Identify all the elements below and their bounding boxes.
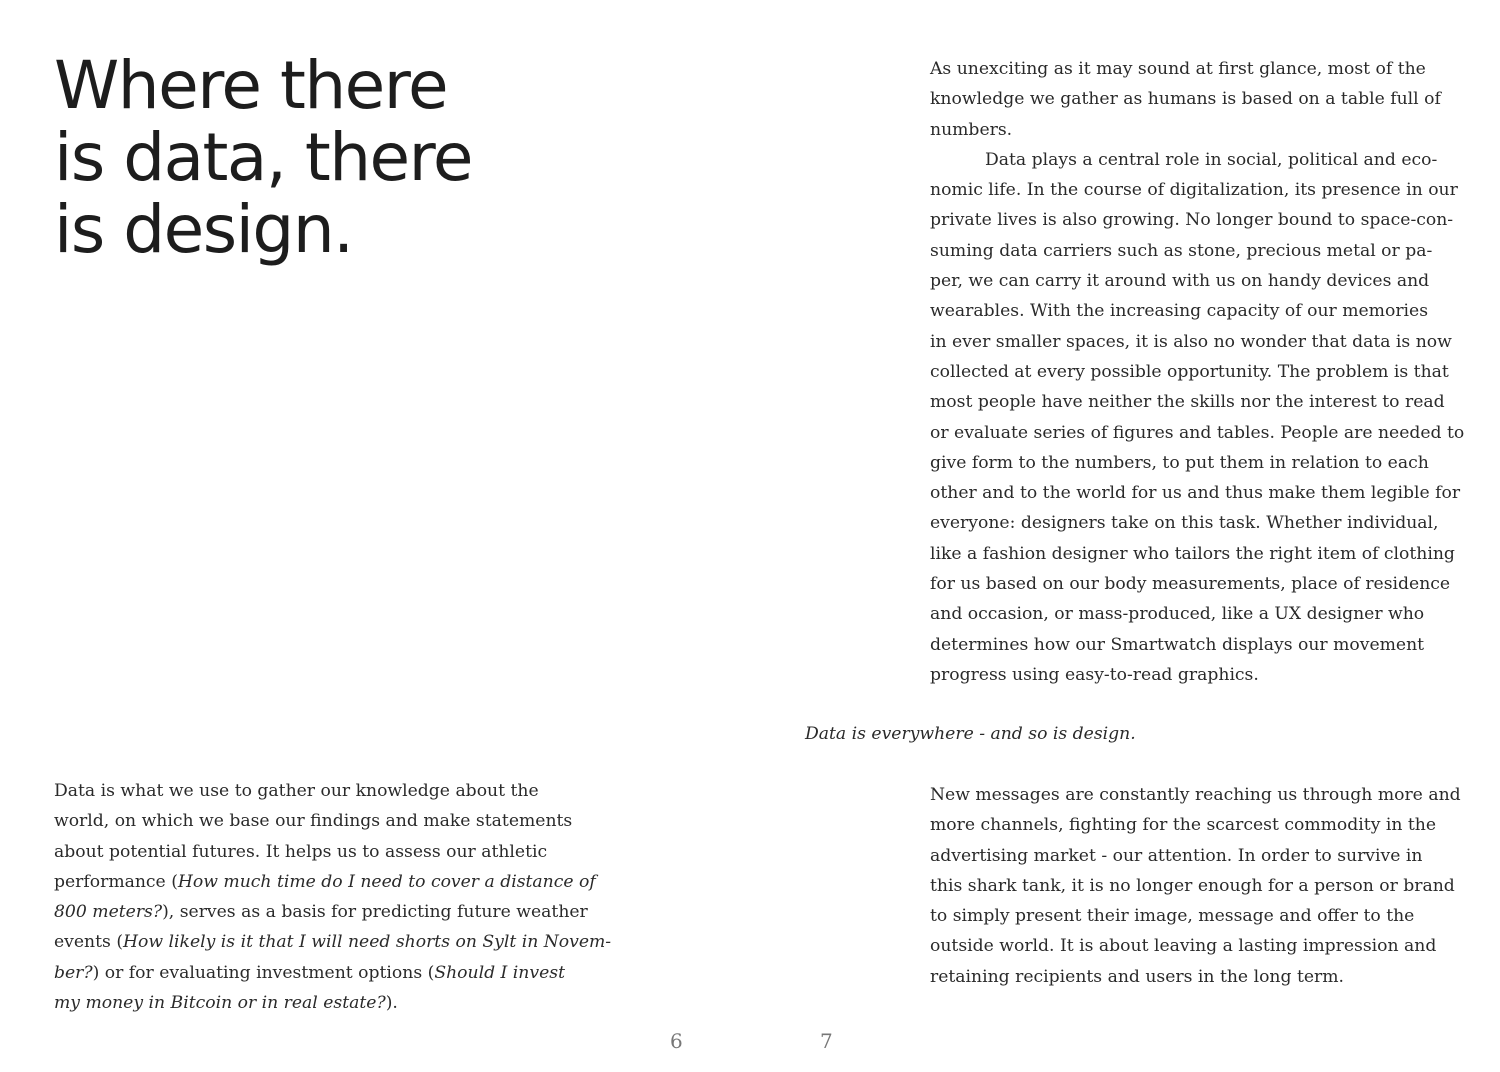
text-line: like a fashion designer who tailors the right item of clothing [930, 543, 1455, 564]
text-line: knowledge we gather as humans is based on a table full of [930, 89, 1441, 110]
italic-run: Should I invest [434, 962, 565, 983]
text-run: world, on which we base our findings and make statements [54, 811, 573, 832]
text-line: most people have neither the skills nor the interest to read [930, 392, 1445, 413]
text-run: ), serves as a basis for predicting future weather [162, 902, 588, 923]
text-line [54, 927, 612, 957]
text-line: collected at every possible opportunity. The problem is that [930, 361, 1449, 382]
chapter-headline [54, 47, 472, 268]
text-line [54, 867, 596, 897]
text-line [54, 988, 574, 1018]
text-line: or evaluate series of figures and tables. People are needed to [930, 422, 1465, 443]
text-line: advertising market - our attention. In order to survive in [930, 845, 1423, 866]
text-line: other and to the world for us and thus make them legible for [930, 483, 1461, 504]
page-number-left: 6 [670, 1029, 683, 1053]
text-line: As unexciting as it may sound at first glance, most of the [930, 59, 1426, 79]
text-line: in ever smaller spaces, it is also no wonder that data is now [930, 331, 1452, 352]
text-line: to simply present their image, message and offer to the [930, 906, 1415, 927]
intro-paragraph [54, 776, 612, 1018]
text-line: nomic life. In the course of digitalization, its presence in our [930, 180, 1458, 201]
text-line: this shark tank, it is no longer enough for a person or brand [930, 875, 1455, 896]
text-line [54, 897, 588, 927]
text-run: Data is what we use to gather our knowledge about the [54, 781, 539, 801]
text-line: more channels, fighting for the scarcest commodity in the [930, 815, 1437, 836]
text-line: and occasion, or mass-produced, like a UX designer who [930, 604, 1425, 625]
text-line: private lives is also growing. No longer bound to space-con- [930, 210, 1454, 231]
text-line: give form to the numbers, to put them in relation to each [930, 452, 1429, 473]
italic-run: ber? [54, 962, 93, 983]
text-run: performance ( [54, 871, 178, 892]
text-line: retaining recipients and users in the long term. [930, 966, 1345, 987]
italic-run: my money in Bitcoin or in real estate? [54, 993, 386, 1014]
page-number-right: 7 [820, 1029, 833, 1053]
text-run: about potential futures. It helps us to assess our athletic [54, 841, 548, 862]
text-line [54, 806, 574, 836]
text-line: for us based on our body measurements, place of residence [930, 574, 1451, 595]
italic-run: How much time do I need to cover a distance of [177, 871, 596, 892]
text-line: outside world. It is about leaving a lasting impression and [930, 936, 1437, 957]
text-line: New messages are constantly reaching us through more and [930, 785, 1461, 805]
headline-line: is data, there [54, 119, 472, 196]
headline-line: Where there [54, 47, 448, 124]
italic-run: How likely is it that I will need shorts on Sylt in Novem- [123, 932, 612, 953]
text-line: everyone: designers take on this task. Whether individual, [930, 513, 1439, 534]
text-line: suming data carriers such as stone, precious metal or pa- [930, 240, 1433, 261]
text-line: Data plays a central role in social, political and eco- [985, 149, 1438, 170]
headline-line: is design. [54, 191, 353, 268]
body-paragraph-1 [930, 54, 1470, 690]
italic-run: 800 meters? [54, 902, 163, 923]
text-line [54, 958, 574, 988]
text-run: ) or for evaluating investment options ( [92, 962, 435, 983]
text-line [54, 837, 574, 867]
text-line: per, we can carry it around with us on handy devices and [930, 271, 1430, 292]
text-line: progress using easy-to-read graphics. [930, 664, 1259, 685]
body-paragraph-2 [930, 780, 1470, 992]
text-line: numbers. [930, 119, 1013, 140]
text-run: events ( [54, 932, 124, 953]
pull-quote: Data is everywhere - and so is design. [805, 724, 1136, 744]
text-run: ). [385, 993, 398, 1014]
text-line [54, 776, 574, 806]
text-line: wearables. With the increasing capacity of our memories [930, 301, 1429, 322]
text-line: determines how our Smartwatch displays our movement [930, 634, 1425, 655]
